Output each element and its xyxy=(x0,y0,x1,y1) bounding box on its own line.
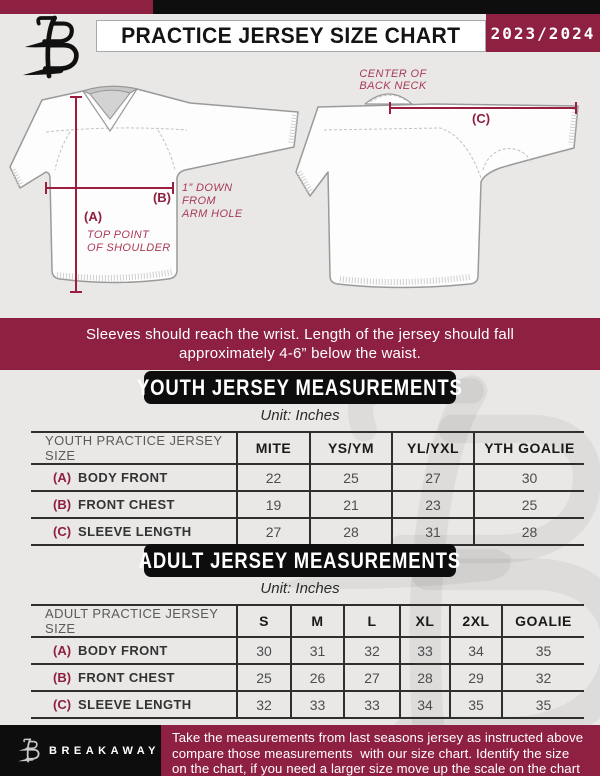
top-strip-maroon xyxy=(0,0,153,14)
table-row xyxy=(31,691,584,718)
jersey-measurement-diagram xyxy=(0,60,600,316)
label-c: (C) xyxy=(472,111,491,126)
size-value-cell: 33 xyxy=(291,691,344,718)
size-value-cell: 27 xyxy=(392,464,474,491)
measurement-label-cell xyxy=(31,637,237,664)
size-value-cell: 31 xyxy=(392,518,474,545)
label-b-caption-line3: ARM HOLE xyxy=(182,208,243,220)
table-row xyxy=(31,664,584,691)
adult-section-banner xyxy=(138,544,462,577)
measure-letter: (C) xyxy=(53,524,72,539)
season-badge xyxy=(486,14,600,52)
top-strip-black xyxy=(153,0,600,14)
adult-size-col: S xyxy=(237,605,291,637)
size-value-cell: 35 xyxy=(450,691,502,718)
size-value-cell: 25 xyxy=(310,464,392,491)
back-collar xyxy=(365,94,412,104)
adult-header-row xyxy=(31,605,584,637)
youth-header-row xyxy=(31,432,584,464)
table-row xyxy=(31,637,584,664)
measurement-label-cell xyxy=(31,691,237,718)
measurement-label-cell xyxy=(31,664,237,691)
measure-letter: (A) xyxy=(53,643,72,658)
youth-size-col: YTH GOALIE xyxy=(474,432,584,464)
footer-note-line: on the chart, if you need a larger size move up the scale on the chart xyxy=(172,761,580,776)
size-value-cell: 31 xyxy=(291,637,344,664)
youth-section-banner xyxy=(137,371,463,404)
brand-name: BREAKAWAY xyxy=(49,744,160,757)
adult-size-col: L xyxy=(344,605,400,637)
label-a-caption-line2: OF SHOULDER xyxy=(87,242,171,254)
measure-name: SLEEVE LENGTH xyxy=(78,524,192,539)
table-row xyxy=(31,491,584,518)
size-value-cell: 30 xyxy=(237,637,291,664)
size-value-cell: 32 xyxy=(344,637,400,664)
label-b: (B) xyxy=(152,190,171,205)
youth-section-title: YOUTH JERSEY MEASUREMENTS xyxy=(137,374,463,400)
page-title: PRACTICE JERSEY SIZE CHART xyxy=(121,23,461,48)
youth-size-col: YS/YM xyxy=(310,432,392,464)
label-a: (A) xyxy=(84,209,103,224)
measure-name: FRONT CHEST xyxy=(78,670,175,685)
measure-letter: (A) xyxy=(53,470,72,485)
measure-name: FRONT CHEST xyxy=(78,497,175,512)
youth-size-table xyxy=(31,431,584,546)
size-value-cell: 34 xyxy=(400,691,450,718)
label-b-caption-line2: FROM xyxy=(182,195,216,207)
size-value-cell: 34 xyxy=(450,637,502,664)
size-value-cell: 22 xyxy=(237,464,310,491)
size-value-cell: 27 xyxy=(237,518,310,545)
size-value-cell: 26 xyxy=(291,664,344,691)
measure-name: BODY FRONT xyxy=(78,470,168,485)
size-value-cell: 19 xyxy=(237,491,310,518)
footer-note-line: Take the measurements from last seasons jersey as instructed above xyxy=(172,730,584,745)
adult-size-col: XL xyxy=(400,605,450,637)
fit-notice-banner xyxy=(0,318,600,370)
table-row xyxy=(31,518,584,545)
measurement-label-cell xyxy=(31,518,237,545)
measure-letter: (B) xyxy=(53,497,72,512)
size-value-cell: 30 xyxy=(474,464,584,491)
size-value-cell: 27 xyxy=(344,664,400,691)
size-value-cell: 33 xyxy=(400,637,450,664)
back-jersey-outline xyxy=(296,104,578,288)
label-a-caption-line1: TOP POINT xyxy=(87,229,150,241)
measure-letter: (C) xyxy=(53,697,72,712)
size-value-cell: 25 xyxy=(237,664,291,691)
footer-note-line: compare those measurements with our size chart. Identify the size xyxy=(172,745,570,761)
adult-size-col: GOALIE xyxy=(502,605,584,637)
adult-size-col: M xyxy=(291,605,344,637)
size-value-cell: 32 xyxy=(237,691,291,718)
label-b-caption-line1: 1” DOWN xyxy=(182,182,233,194)
size-value-cell: 32 xyxy=(502,664,584,691)
measure-name: BODY FRONT xyxy=(78,643,168,658)
size-value-cell: 28 xyxy=(474,518,584,545)
title-bar xyxy=(96,20,486,52)
label-c-caption-line2: BACK NECK xyxy=(359,80,427,92)
measure-letter: (B) xyxy=(53,670,72,685)
measurement-label-cell xyxy=(31,464,237,491)
size-value-cell: 28 xyxy=(400,664,450,691)
adult-table-title-cell: ADULT PRACTICE JERSEY SIZE xyxy=(31,605,237,637)
measurement-label-cell xyxy=(31,491,237,518)
size-value-cell: 25 xyxy=(474,491,584,518)
youth-table-title-cell: YOUTH PRACTICE JERSEY SIZE xyxy=(31,432,237,464)
breakaway-b-footer-logo-icon xyxy=(17,737,40,764)
youth-unit-label: Unit: Inches xyxy=(260,407,340,424)
size-value-cell: 35 xyxy=(502,637,584,664)
size-value-cell: 21 xyxy=(310,491,392,518)
size-value-cell: 28 xyxy=(310,518,392,545)
adult-unit-label: Unit: Inches xyxy=(260,580,340,597)
table-row xyxy=(31,464,584,491)
adult-section-title: ADULT JERSEY MEASUREMENTS xyxy=(138,547,462,573)
size-value-cell: 23 xyxy=(392,491,474,518)
footer-instructions-block xyxy=(161,725,600,776)
measure-name: SLEEVE LENGTH xyxy=(78,697,192,712)
label-c-caption-line1: CENTER OF xyxy=(359,68,427,80)
youth-size-col: MITE xyxy=(237,432,310,464)
size-value-cell: 35 xyxy=(502,691,584,718)
fit-notice-text: Sleeves should reach the wrist. Length of the jersey should fall approximately 4-6” below the waist. xyxy=(85,326,515,362)
adult-size-table xyxy=(31,604,584,719)
footer-brand-block xyxy=(0,725,161,776)
adult-size-col: 2XL xyxy=(450,605,502,637)
season-label: 2023/2024 xyxy=(490,23,596,43)
youth-size-col: YL/YXL xyxy=(392,432,474,464)
size-value-cell: 33 xyxy=(344,691,400,718)
size-value-cell: 29 xyxy=(450,664,502,691)
